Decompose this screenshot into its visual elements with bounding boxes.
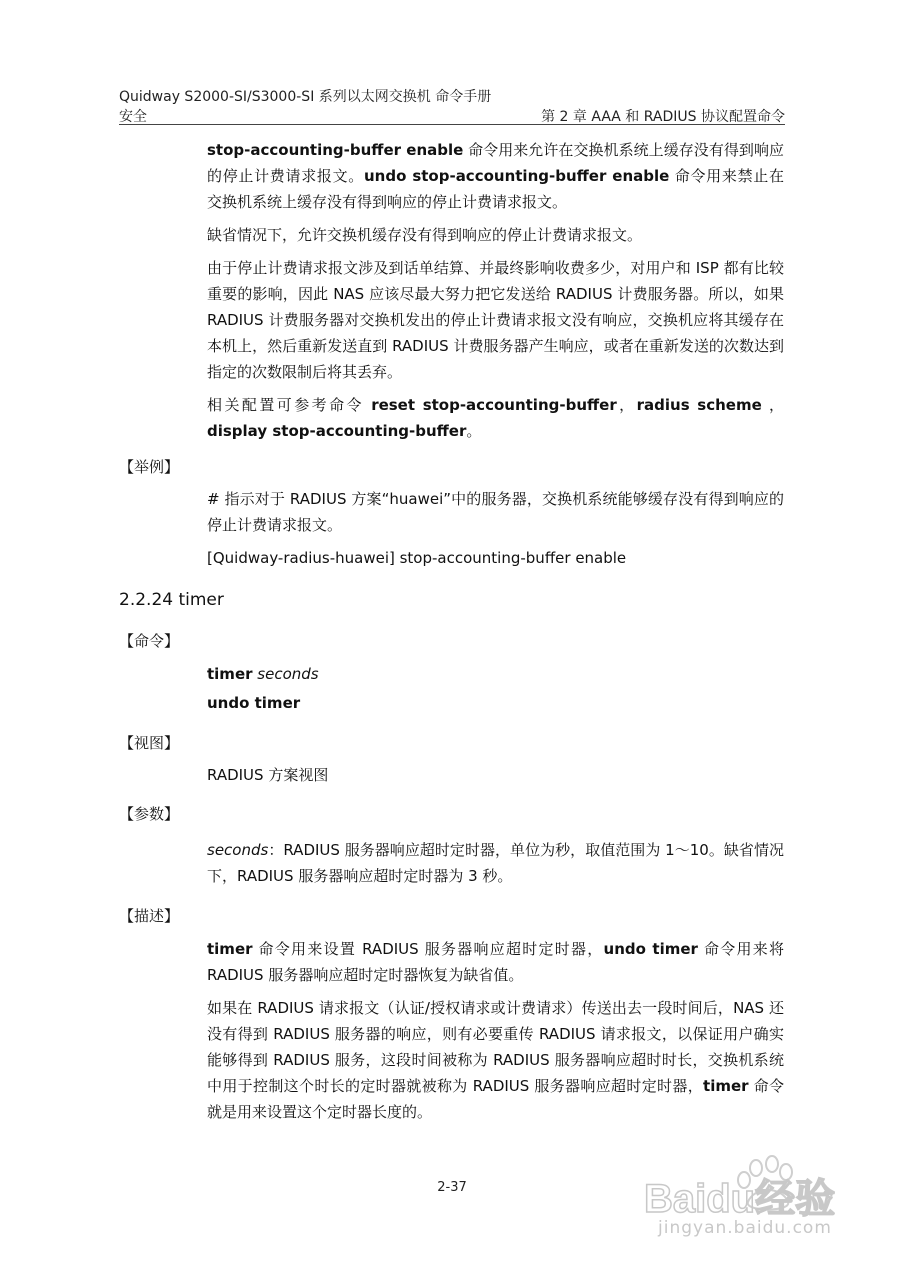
watermark-url: jingyan.baidu.com	[658, 1218, 832, 1238]
command-keyword: timer	[207, 665, 253, 683]
command-keyword: reset stop-accounting-buffer	[371, 396, 617, 414]
desc-label: 【描述】	[119, 907, 180, 925]
example-comment: # 指示对于 RADIUS 方案“huawei”中的服务器，交换机系统能够缓存没有得到响应的停止计费请求报文。	[207, 490, 784, 534]
paragraph	[207, 837, 784, 889]
text: ，	[761, 396, 784, 414]
command-keyword: stop-accounting-buffer enable	[207, 141, 464, 159]
stop-accounting-description	[207, 137, 784, 444]
text: 命令用来禁止在交换机系统上缓存没有得到响应的停止计费请求报文。	[207, 167, 784, 211]
text: ，	[616, 396, 637, 414]
command-keyword: timer	[703, 1077, 749, 1095]
syntax-line	[207, 661, 784, 687]
command-syntax	[207, 661, 784, 716]
paragraph: 缺省情况下，允许交换机缓存没有得到响应的停止计费请求报文。	[207, 226, 643, 244]
paragraph	[207, 995, 784, 1125]
params-text	[207, 837, 784, 889]
paragraph: RADIUS 方案视图	[207, 766, 329, 784]
paragraph	[207, 137, 784, 215]
header-title: Quidway S2000-SI/S3000-SI 系列以太网交换机 命令手册	[119, 89, 492, 105]
command-keyword: display stop-accounting-buffer	[207, 422, 467, 440]
text: 如果在 RADIUS 请求报文（认证/授权请求或计费请求）传送出去一段时间后，NAS 还没有得到 RADIUS 服务器的响应，则有必要重传 RADIUS 请求报文，以保证用户确实能够得到 RADIUS 服务，这段时间被称为 RADIUS 服务器响应超时时长，交换机系统中用于控制这个时长的定时器就被称为 RADIUS 服务器响应超时定时器，	[207, 999, 784, 1095]
text: 。	[466, 422, 482, 440]
command-keyword: undo timer	[207, 694, 301, 712]
params-label: 【参数】	[119, 805, 180, 823]
text: 命令用来设置 RADIUS 服务器响应超时定时器，	[252, 940, 604, 958]
text: ：RADIUS 服务器响应超时定时器，单位为秒，取值范围为 1～10。缺省情况下，RADIUS 服务器响应超时定时器为 3 秒。	[207, 841, 784, 885]
paragraph	[207, 936, 784, 988]
param-name: seconds	[207, 841, 269, 859]
command-label: 【命令】	[119, 632, 180, 650]
text: 相关配置可参考命令	[207, 396, 372, 414]
command-argument: seconds	[252, 665, 319, 683]
paragraph	[207, 392, 784, 444]
desc-text	[207, 936, 784, 1125]
command-keyword: undo timer	[603, 940, 698, 958]
view-text	[207, 762, 784, 788]
example-command: [Quidway-radius-huawei] stop-accounting-buffer enable	[207, 549, 627, 567]
command-keyword: undo stop-accounting-buffer enable	[364, 167, 670, 185]
view-label: 【视图】	[119, 734, 180, 752]
header-divider	[119, 124, 785, 125]
example-block	[207, 486, 784, 571]
text: 命令用来将 RADIUS 服务器响应超时定时器恢复为缺省值。	[207, 940, 784, 984]
text: 命令用来允许在交换机系统上缓存没有得到响应的停止计费请求报文。	[207, 141, 784, 185]
command-keyword: timer	[207, 940, 253, 958]
example-label: 【举例】	[119, 458, 180, 476]
header-chapter: 第 2 章 AAA 和 RADIUS 协议配置命令	[541, 109, 785, 125]
paragraph: 由于停止计费请求报文涉及到话单结算、并最终影响收费多少，对用户和 ISP 都有比较重要的影响，因此 NAS 应该尽最大努力把它发送给 RADIUS 计费服务器。所以，如果 RADIUS 计费服务器对交换机发出的停止计费请求报文没有响应，交换机应将其缓存在本机上，然后重新发送直到 RADIUS 计费服务器产生响应，或者在重新发送的次数达到指定的次数限制后将其丢弃。	[207, 259, 784, 381]
syntax-line	[207, 690, 784, 716]
watermark-logo-text: Baidu经验	[644, 1177, 836, 1221]
header-section: 安全	[119, 109, 147, 125]
command-keyword: radius scheme	[636, 396, 762, 414]
text: 命令就是用来设置这个定时器长度的。	[207, 1077, 784, 1121]
page-number: 2-37	[437, 1180, 467, 1195]
section-title: 2.2.24 timer	[119, 590, 224, 610]
